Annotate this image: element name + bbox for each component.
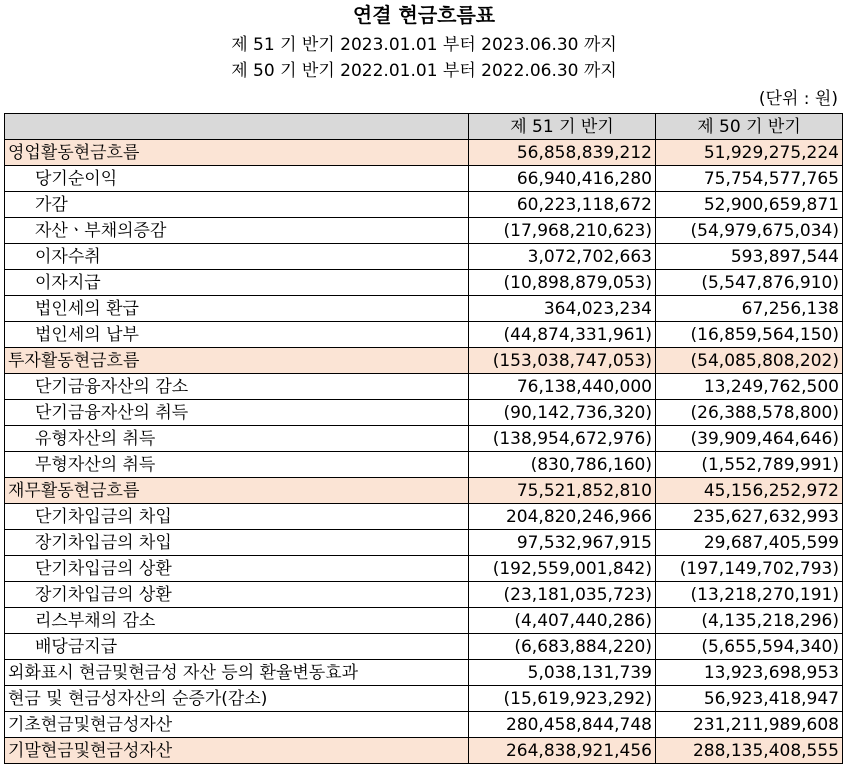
- table-row: [5, 530, 843, 556]
- row-value-prior: 29,687,405,599: [656, 530, 843, 556]
- row-value-prior: (13,218,270,191): [656, 582, 843, 608]
- row-label: 이자지급: [5, 270, 469, 296]
- row-value-prior: 593,897,544: [656, 244, 843, 270]
- table-row: [5, 270, 843, 296]
- row-value-current: (4,407,440,286): [469, 608, 656, 634]
- table-row: [5, 738, 843, 764]
- row-label: 유형자산의 취득: [5, 426, 469, 452]
- row-label: 이자수취: [5, 244, 469, 270]
- row-label: 법인세의 납부: [5, 322, 469, 348]
- table-row: [5, 374, 843, 400]
- row-value-current: 75,521,852,810: [469, 478, 656, 504]
- table-row: [5, 504, 843, 530]
- table-row: [5, 478, 843, 504]
- column-header-current: 제 51 기 반기: [469, 114, 656, 140]
- row-label: 기말현금및현금성자산: [5, 738, 469, 764]
- row-value-current: 204,820,246,966: [469, 504, 656, 530]
- table-row: [5, 556, 843, 582]
- row-label: 현금 및 현금성자산의 순증가(감소): [5, 686, 469, 712]
- row-value-current: (192,559,001,842): [469, 556, 656, 582]
- row-label: 영업활동현금흐름: [5, 140, 469, 166]
- row-value-current: 5,038,131,739: [469, 660, 656, 686]
- cash-flow-table: [4, 113, 843, 764]
- column-header-prior: 제 50 기 반기: [656, 114, 843, 140]
- row-value-current: (153,038,747,053): [469, 348, 656, 374]
- row-value-current: (44,874,331,961): [469, 322, 656, 348]
- row-value-prior: 52,900,659,871: [656, 192, 843, 218]
- row-value-prior: 67,256,138: [656, 296, 843, 322]
- row-value-current: (6,683,884,220): [469, 634, 656, 660]
- row-value-current: 280,458,844,748: [469, 712, 656, 738]
- row-label: 배당금지급: [5, 634, 469, 660]
- period-current: 제 51 기 반기 2023.01.01 부터 2023.06.30 까지: [231, 35, 617, 55]
- table-row: [5, 608, 843, 634]
- row-value-prior: (5,547,876,910): [656, 270, 843, 296]
- row-value-prior: (5,655,594,340): [656, 634, 843, 660]
- row-value-prior: 235,627,632,993: [656, 504, 843, 530]
- table-row: [5, 452, 843, 478]
- row-value-prior: 13,249,762,500: [656, 374, 843, 400]
- row-value-current: 60,223,118,672: [469, 192, 656, 218]
- row-value-prior: 75,754,577,765: [656, 166, 843, 192]
- table-row: [5, 582, 843, 608]
- table-header-row: [5, 114, 843, 140]
- unit-label: (단위 : 원): [758, 89, 838, 109]
- row-value-current: (17,968,210,623): [469, 218, 656, 244]
- row-label: 단기금융자산의 감소: [5, 374, 469, 400]
- row-label: 외화표시 현금및현금성 자산 등의 환율변동효과: [5, 660, 469, 686]
- period-prior: 제 50 기 반기 2022.01.01 부터 2022.06.30 까지: [231, 61, 617, 81]
- table-row: [5, 660, 843, 686]
- table-row: [5, 322, 843, 348]
- row-value-prior: (54,085,808,202): [656, 348, 843, 374]
- row-label: 단기차입금의 차입: [5, 504, 469, 530]
- table-row: [5, 192, 843, 218]
- table-row: [5, 426, 843, 452]
- row-label: 단기금융자산의 취득: [5, 400, 469, 426]
- row-value-prior: (39,909,464,646): [656, 426, 843, 452]
- table-row: [5, 244, 843, 270]
- row-label: 재무활동현금흐름: [5, 478, 469, 504]
- table-row: [5, 400, 843, 426]
- table-row: [5, 686, 843, 712]
- row-label: 법인세의 환급: [5, 296, 469, 322]
- row-label: 기초현금및현금성자산: [5, 712, 469, 738]
- table-row: [5, 634, 843, 660]
- row-value-current: 264,838,921,456: [469, 738, 656, 764]
- row-label: 당기순이익: [5, 166, 469, 192]
- table-row: [5, 296, 843, 322]
- table-row: [5, 712, 843, 738]
- row-label: 투자활동현금흐름: [5, 348, 469, 374]
- row-value-current: (10,898,879,053): [469, 270, 656, 296]
- row-value-current: (23,181,035,723): [469, 582, 656, 608]
- row-value-current: (138,954,672,976): [469, 426, 656, 452]
- row-label: 무형자산의 취득: [5, 452, 469, 478]
- row-value-prior: 13,923,698,953: [656, 660, 843, 686]
- row-value-current: 364,023,234: [469, 296, 656, 322]
- row-label: 자산ㆍ부채의증감: [5, 218, 469, 244]
- row-value-prior: (4,135,218,296): [656, 608, 843, 634]
- table-row: [5, 218, 843, 244]
- row-label: 가감: [5, 192, 469, 218]
- table-row: [5, 166, 843, 192]
- row-value-current: (90,142,736,320): [469, 400, 656, 426]
- table-row: [5, 348, 843, 374]
- row-value-current: (830,786,160): [469, 452, 656, 478]
- row-value-prior: 56,923,418,947: [656, 686, 843, 712]
- row-value-current: 56,858,839,212: [469, 140, 656, 166]
- row-value-current: 66,940,416,280: [469, 166, 656, 192]
- row-value-prior: (1,552,789,991): [656, 452, 843, 478]
- row-value-prior: (197,149,702,793): [656, 556, 843, 582]
- row-value-current: (15,619,923,292): [469, 686, 656, 712]
- row-value-prior: (26,388,578,800): [656, 400, 843, 426]
- row-value-current: 76,138,440,000: [469, 374, 656, 400]
- row-value-prior: (16,859,564,150): [656, 322, 843, 348]
- row-value-prior: 231,211,989,608: [656, 712, 843, 738]
- row-label: 장기차입금의 상환: [5, 582, 469, 608]
- row-value-prior: (54,979,675,034): [656, 218, 843, 244]
- row-value-prior: 51,929,275,224: [656, 140, 843, 166]
- column-header-label: [5, 114, 469, 140]
- row-value-current: 97,532,967,915: [469, 530, 656, 556]
- row-label: 단기차입금의 상환: [5, 556, 469, 582]
- row-label: 리스부채의 감소: [5, 608, 469, 634]
- row-label: 장기차입금의 차입: [5, 530, 469, 556]
- table-row: [5, 140, 843, 166]
- statement-title: 연결 현금흐름표: [352, 3, 496, 27]
- row-value-prior: 288,135,408,555: [656, 738, 843, 764]
- row-value-prior: 45,156,252,972: [656, 478, 843, 504]
- row-value-current: 3,072,702,663: [469, 244, 656, 270]
